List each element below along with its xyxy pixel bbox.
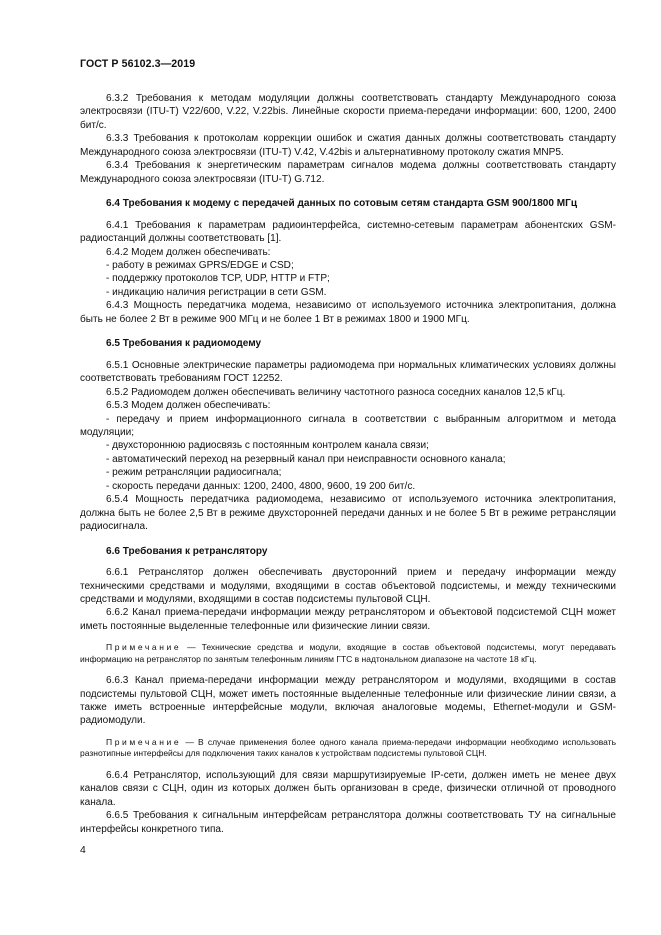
note-text: — Технические средства и модули, входящие в состав объектовой подсистемы, могут передавать информацию на ретранслятор по занятым телефонным линиям ГТС в надтональном диапазоне на частоте 18 кГц.: [80, 642, 616, 664]
paragraph-6-4-2: 6.4.2 Модем должен обеспечивать:: [106, 246, 271, 258]
note-label: Примечание: [106, 642, 182, 653]
paragraph-6-3-2: 6.3.2 Требования к методам модуляции должны соответствовать стандарту Международного союза электросвязи (ITU-T) V22/600, V.22, V.22bis. Линейные скорости приема-передачи информации: 600, 1200, 2400 бит/с.: [80, 93, 616, 131]
paragraph-6-6-1: 6.6.1 Ретранслятор должен обеспечивать двусторонний прием и передачу информации между техническими средствами и модулями, входящими в состав объектовой подсистемы, и между техническими средствами и модулями, входящими в состав подсистемы пультовой СЦН.: [80, 567, 616, 605]
list-item: - скорость передачи данных: 1200, 2400, 4800, 9600, 19 200 бит/с.: [106, 480, 416, 492]
list-item: - индикацию наличия регистрации в сети GSM.: [106, 286, 327, 298]
paragraph-6-4-1: 6.4.1 Требования к параметрам радиоинтерфейса, системно-сетевым параметрам абонентских GSM-радиостанций должны соответствовать [1].: [80, 219, 616, 245]
paragraph-6-3-3: 6.3.3 Требования к протоколам коррекции ошибок и сжатия данных должны соответствовать стандарту Международного союза электросвязи (ITU-T) V.42, V.42bis и альтернативному протоколу сжатия MNP5.: [80, 133, 616, 158]
paragraph-6-6-3: 6.6.3 Канал приема-передачи информации между ретранслятором и модулями, входящими в состав подсистемы пультовой СЦН, может иметь постоянные выделенные телефонные или физические линии связи, а также иметь встроенные интерфейсные модули, включая аналоговые модемы, Ethernet-модули и GSM-радиомодули.: [80, 675, 616, 727]
list-item: - поддержку протоколов TCP, UDP, HTTP и FTP;: [106, 273, 330, 285]
list-item: - режим ретрансляции радиосигнала;: [106, 467, 282, 479]
paragraph-6-5-1: 6.5.1 Основные электрические параметры радиомодема при нормальных климатических условиях должны соответствовать требованиям ГОСТ 12252.: [80, 359, 616, 385]
note-label: Примечание: [106, 736, 182, 747]
paragraph-6-6-5: 6.6.5 Требования к сигнальным интерфейсам ретранслятора должны соответствовать ТУ на сигнальные интерфейсы конкретного типа.: [80, 810, 616, 835]
note-text: — В случае применения более одного канала приема-передачи информации необходимо использовать разнотипные интерфейсы для подключения таких каналов к устройствам подсистемы пультовой СЦН.: [80, 736, 616, 759]
document-body: [80, 92, 616, 836]
list-item: - передачу и прием информационного сигнала в соответствии с выбранным алгоритмом и метода модуляции;: [80, 413, 616, 438]
paragraph-6-3-4: 6.3.4 Требования к энергетическим параметрам сигналов модема должны соответствовать стандарту Международного союза электросвязи (ITU-T) G.712.: [80, 160, 616, 185]
paragraph-6-5-4: 6.5.4 Мощность передатчика радиомодема, независимо от используемого источника электропитания, должна быть не более 2,5 Вт в режиме двухсторонней передачи данных и не более 5 Вт в режиме ретрансляции радиосигнала.: [80, 494, 616, 533]
paragraph-6-6-2: 6.6.2 Канал приема-передачи информации между ретранслятором и объектовой подсистемой СЦН может иметь постоянные выделенные телефонные или физические линии связи.: [80, 607, 616, 632]
note-1: [80, 642, 616, 665]
paragraph-6-4-3: 6.4.3 Мощность передатчика модема, независимо от используемого источника электропитания, должна быть не более 2 Вт в режиме 900 МГц и не более 1 Вт в режимах 1800 и 1900 МГц.: [80, 300, 616, 325]
note-2: [80, 737, 616, 760]
paragraph-6-5-2: 6.5.2 Радиомодем должен обеспечивать величину частотного разноса соседних каналов 12,5 кГц.: [106, 386, 566, 398]
paragraph-6-6-4: 6.6.4 Ретранслятор, использующий для связи маршрутизируемые IP-сети, должен иметь не менее двух каналов связи с СЦН, один из которых должен быть организован в среде, физически отличной от проводного канала.: [80, 769, 616, 808]
section-heading-6-4: 6.4 Требования к модему с передачей данных по сотовым сетям стандарта GSM 900/1800 МГц: [106, 198, 578, 210]
page-number: 4: [80, 845, 86, 856]
section-heading-6-6: 6.6 Требования к ретранслятору: [106, 545, 268, 557]
list-item: - работу в режимах GPRS/EDGE и CSD;: [106, 259, 294, 271]
standard-header: ГОСТ Р 56102.3—2019: [80, 58, 196, 70]
section-heading-6-5: 6.5 Требования к радиомодему: [106, 338, 262, 350]
list-item: - автоматический переход на резервный канал при неисправности основного канала;: [106, 453, 506, 465]
paragraph-6-5-3: 6.5.3 Модем должен обеспечивать:: [106, 400, 271, 412]
list-item: - двухстороннюю радиосвязь с постоянным контролем канала связи;: [106, 440, 429, 452]
